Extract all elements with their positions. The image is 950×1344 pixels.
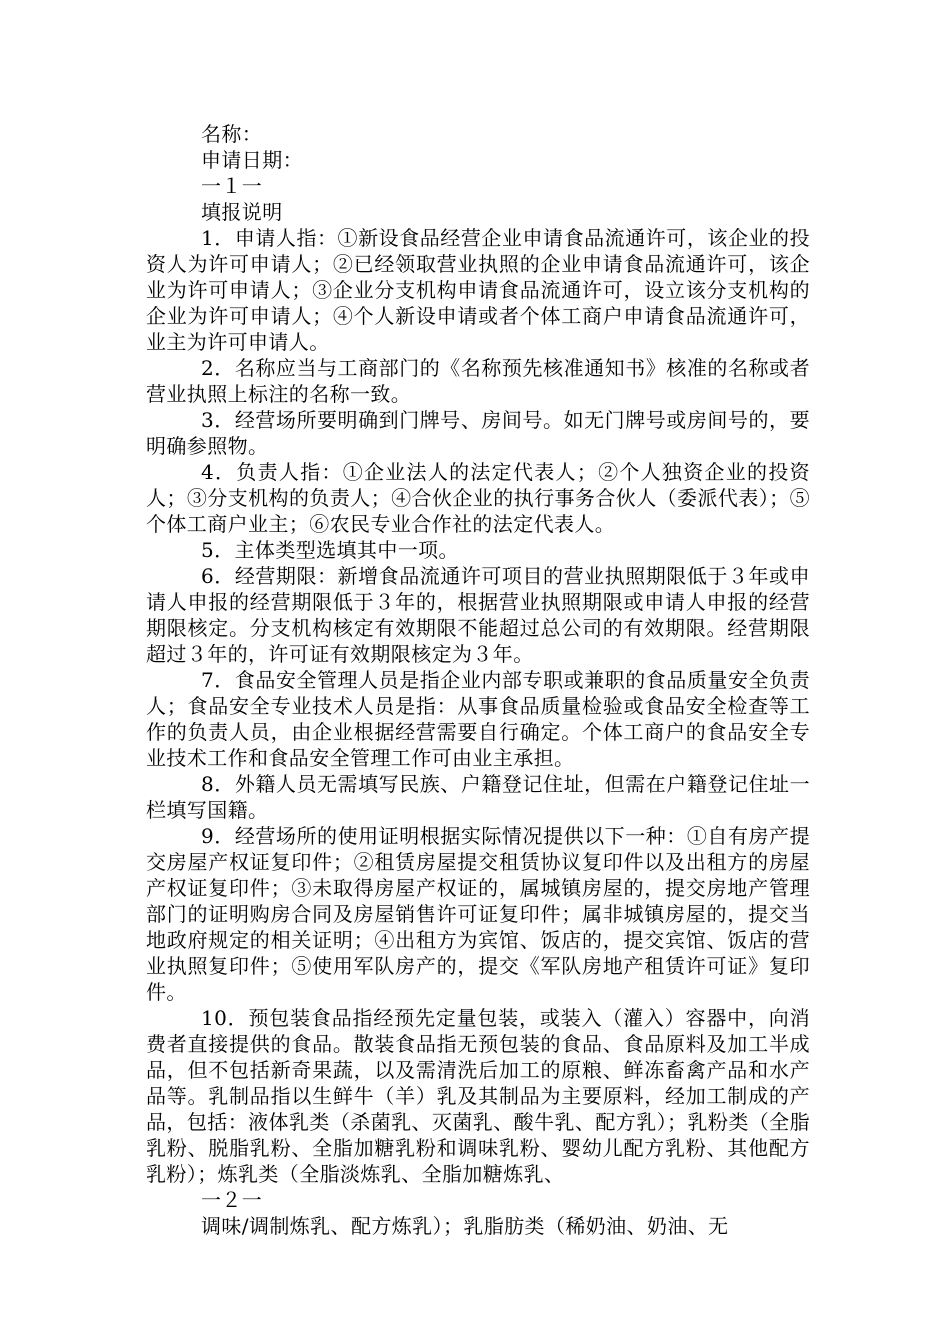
note-paragraph-6: 6．经营期限：新增食品流通许可项目的营业执照期限低于３年或申请人申报的经营期限低于３年的，根据营业执照期限或申请人申报的经营期限核定。分支机构核定有效期限不能超过总公司的有效期限。经营期限超过３年的，许可证有效期限核定为３年。 <box>146 564 810 666</box>
section-title: 填报说明 <box>201 200 283 224</box>
note-paragraph-5: 5．主体类型选填其中一项。 <box>201 538 459 562</box>
note-paragraph-1: 1．申请人指：①新设食品经营企业申请食品流通许可，该企业的投资人为许可申请人；②已经领取营业执照的企业申请食品流通许可，该企业为许可申请人；③企业分支机构申请食品流通许可，设立该分支机构的企业为许可申请人；④个人新设申请或者个体工商户申请食品流通许可，业主为许可申请人。 <box>146 226 810 354</box>
application-date-label: 申请日期： <box>201 148 303 172</box>
continuation-line: 调味/调制炼乳、配方炼乳）；乳脂肪类（稀奶油、奶油、无 <box>201 1214 729 1238</box>
note-paragraph-4: 4．负责人指：①企业法人的法定代表人；②个人独资企业的投资人；③分支机构的负责人；④合伙企业的执行事务合伙人（委派代表）；⑤个体工商户业主；⑥农民专业合作社的法定代表人。 <box>146 460 810 536</box>
name-label: 名称： <box>201 122 263 146</box>
page-number-2: 一２一 <box>201 1188 263 1212</box>
note-paragraph-8: 8．外籍人员无需填写民族、户籍登记住址，但需在户籍登记住址一栏填写国籍。 <box>146 772 810 822</box>
note-paragraph-10: 10．预包装食品指经预先定量包装，或装入（灌入）容器中，向消费者直接提供的食品。散装食品指无预包装的食品、食品原料及加工半成品，但不包括新奇果蔬，以及需清洗后加工的原粮、鲜冻畜禽产品和水产品等。乳制品指以生鲜牛（羊）乳及其制品为主要原料，经加工制成的产品，包括：液体乳类（杀菌乳、灭菌乳、酸牛乳、配方乳）；乳粉类（全脂乳粉、脱脂乳粉、全脂加糖乳粉和调味乳粉、婴幼儿配方乳粉、其他配方乳粉）；炼乳类（全脂淡炼乳、全脂加糖炼乳、 <box>146 1006 810 1186</box>
note-paragraph-9: 9．经营场所的使用证明根据实际情况提供以下一种：①自有房产提交房屋产权证复印件；②租赁房屋提交租赁协议复印件以及出租方的房屋产权证复印件；③未取得房屋产权证的，属城镇房屋的，提交房地产管理部门的证明购房合同及房屋销售许可证复印件；属非城镇房屋的，提交当地政府规定的相关证明；④出租方为宾馆、饭店的，提交宾馆、饭店的营业执照复印件；⑤使用军队房产的，提交《军队房地产租赁许可证》复印件。 <box>146 824 810 1004</box>
document-page <box>146 121 810 1239</box>
note-paragraph-3: 3．经营场所要明确到门牌号、房间号。如无门牌号或房间号的，要明确参照物。 <box>146 408 810 458</box>
note-paragraph-2: 2．名称应当与工商部门的《名称预先核准通知书》核准的名称或者营业执照上标注的名称一致。 <box>146 356 810 406</box>
page-number-1: 一１一 <box>201 174 263 198</box>
note-paragraph-7: 7．食品安全管理人员是指企业内部专职或兼职的食品质量安全负责人；食品安全专业技术人员是指：从事食品质量检验或食品安全检查等工作的负责人员，由企业根据经营需要自行确定。个体工商户的食品安全专业技术工作和食品安全管理工作可由业主承担。 <box>146 668 810 770</box>
